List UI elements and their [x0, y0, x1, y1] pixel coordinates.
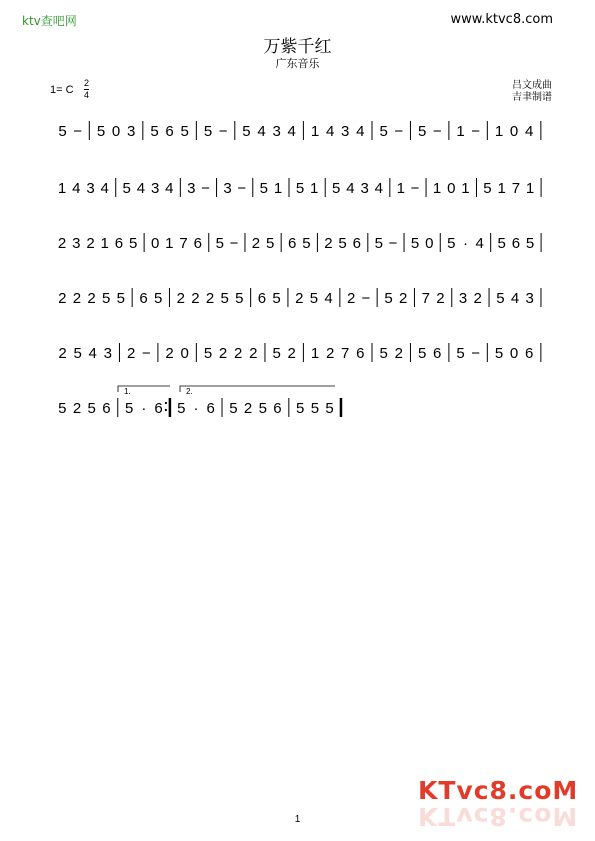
note: 2: [251, 235, 261, 252]
note: 2: [218, 345, 228, 362]
arranger-credit: 吉聿制谱: [512, 92, 552, 103]
note: 1: [456, 123, 465, 140]
note: 3: [341, 123, 350, 140]
note: 0: [509, 123, 519, 140]
note: −: [141, 345, 151, 362]
note: 2: [58, 345, 67, 362]
note: 5: [417, 345, 427, 362]
note: 7: [511, 180, 521, 197]
note: 5: [338, 235, 347, 252]
note: 5: [417, 123, 427, 140]
note: 5: [496, 290, 505, 307]
note: 6: [154, 400, 163, 417]
note: 7: [421, 290, 430, 307]
note: 5: [177, 400, 186, 417]
note: 6: [139, 290, 148, 307]
note: ·: [193, 400, 199, 417]
note: 4: [72, 180, 81, 197]
note: 2: [324, 235, 333, 252]
song-subtitle: 广东音乐: [275, 57, 320, 70]
volta-2-label: 2.: [186, 387, 193, 396]
note: 3: [72, 235, 81, 252]
site-name-left: ktv查吧网: [22, 14, 77, 28]
note: 7: [179, 235, 188, 252]
note: 4: [287, 123, 296, 140]
note: 2: [473, 290, 482, 307]
note: 5: [332, 180, 341, 197]
note: −: [218, 123, 228, 140]
note: 2: [243, 400, 253, 417]
note: 3: [360, 180, 369, 197]
note: 4: [88, 345, 97, 362]
note: 6: [206, 400, 215, 417]
note: 2: [347, 290, 356, 307]
note: 5: [73, 345, 82, 362]
volta-2-bracket: [180, 386, 335, 392]
note: 5: [153, 290, 163, 307]
note: 0: [150, 235, 160, 252]
note: 1: [310, 123, 320, 140]
volta-1-label: 1.: [124, 387, 131, 396]
note: 5: [203, 123, 213, 140]
note: −: [410, 180, 420, 197]
note: 5: [128, 235, 138, 252]
note: 3: [223, 180, 232, 197]
note: 5: [379, 123, 388, 140]
key-signature: 1= C: [50, 84, 74, 96]
note: 1: [57, 180, 67, 197]
note: 5: [384, 290, 393, 307]
note: 6: [165, 123, 174, 140]
note: 1: [461, 180, 470, 197]
note: 2: [249, 345, 258, 362]
note: 5: [229, 400, 238, 417]
note: 2: [394, 345, 403, 362]
note: 6: [352, 235, 361, 252]
site-url-right: www.ktvc8.com: [450, 12, 553, 27]
note: −: [237, 180, 247, 197]
note: 0: [425, 235, 434, 252]
score-line-6: [58, 398, 341, 417]
note: 5: [96, 123, 106, 140]
note: 2: [72, 400, 82, 417]
note: −: [471, 345, 481, 362]
watermark-logo: KTvc8.coM: [418, 776, 579, 805]
note: 5: [410, 235, 420, 252]
repeat-dot: [165, 409, 167, 411]
note: 1: [310, 180, 319, 197]
note: 4: [136, 180, 146, 197]
note: 3: [272, 123, 281, 140]
note: 5: [242, 123, 251, 140]
note: 4: [100, 180, 109, 197]
note: 6: [433, 345, 442, 362]
note: ·: [141, 400, 147, 417]
note: 2: [295, 290, 304, 307]
note: 1: [396, 180, 406, 197]
note: 3: [525, 290, 534, 307]
note: 2: [205, 290, 215, 307]
note: 7: [341, 345, 350, 362]
note: −: [201, 180, 210, 197]
note: 5: [447, 235, 456, 252]
note: 3: [103, 345, 112, 362]
note: 1: [497, 180, 506, 197]
note: −: [361, 290, 371, 307]
note: 2: [126, 345, 136, 362]
note: 5: [272, 290, 281, 307]
note: 5: [235, 290, 244, 307]
note: 2: [72, 290, 82, 307]
note: −: [432, 123, 442, 140]
score-line-4: [58, 288, 541, 307]
note: 6: [288, 235, 297, 252]
note: 5: [203, 345, 213, 362]
note: 2: [57, 235, 67, 252]
note: 2: [325, 345, 335, 362]
note: 5: [58, 123, 67, 140]
note: 2: [87, 290, 96, 307]
note: 3: [86, 180, 95, 197]
note: 5: [266, 235, 275, 252]
note: 4: [524, 123, 534, 140]
note: 4: [324, 290, 333, 307]
note: 5: [310, 400, 320, 417]
note: −: [229, 235, 239, 252]
note: 2: [176, 290, 185, 307]
note: 5: [295, 180, 305, 197]
note: 6: [102, 400, 111, 417]
song-title: 万紫千红: [263, 37, 332, 57]
note: 2: [234, 345, 243, 362]
note: 0: [509, 345, 519, 362]
note: 1: [310, 345, 320, 362]
note: 5: [122, 180, 131, 197]
note: 2: [436, 290, 445, 307]
watermark-logo-reflection: KTvc8.coM: [418, 802, 579, 831]
note: 5: [296, 400, 305, 417]
note: 5: [497, 235, 506, 252]
note: 2: [398, 290, 408, 307]
note: 6: [114, 235, 124, 252]
note: 0: [180, 345, 189, 362]
note: 5: [259, 180, 268, 197]
note: 5: [483, 180, 492, 197]
note: 1: [165, 235, 174, 252]
note: 1: [432, 180, 442, 197]
note: 2: [191, 290, 200, 307]
note: 4: [510, 290, 520, 307]
note: 6: [524, 345, 534, 362]
note: 4: [257, 123, 266, 140]
note: 6: [193, 235, 202, 252]
score-line-3: [58, 233, 541, 252]
note: ·: [462, 235, 468, 252]
note: 5: [116, 290, 125, 307]
note: 2: [58, 290, 67, 307]
note: 5: [87, 400, 96, 417]
note: 6: [356, 345, 365, 362]
note: 5: [272, 345, 281, 362]
score-line-2: [58, 178, 541, 197]
note: 3: [458, 290, 468, 307]
note: 0: [447, 180, 456, 197]
note: 5: [494, 345, 504, 362]
note: 5: [124, 400, 134, 417]
note: 1: [525, 180, 535, 197]
note: −: [471, 123, 481, 140]
note: 5: [456, 345, 465, 362]
note: 3: [126, 123, 136, 140]
note: 5: [325, 400, 334, 417]
note: 4: [475, 235, 484, 252]
note: 5: [215, 235, 224, 252]
note: 5: [374, 235, 383, 252]
note: 6: [511, 235, 521, 252]
note: 5: [525, 235, 535, 252]
note: −: [388, 235, 398, 252]
note: 4: [325, 123, 335, 140]
note: 5: [302, 235, 311, 252]
time-denominator: 4: [84, 90, 90, 100]
note: 3: [187, 180, 196, 197]
note: 5: [102, 290, 111, 307]
note: 5: [58, 400, 67, 417]
note: 5: [150, 123, 159, 140]
note: 4: [356, 123, 365, 140]
note: −: [73, 123, 82, 140]
note: 3: [150, 180, 160, 197]
note: 6: [273, 400, 282, 417]
note: 0: [111, 123, 121, 140]
note: 1: [494, 123, 504, 140]
composer-credit: 吕文成曲: [512, 80, 552, 91]
note: 5: [379, 345, 388, 362]
score-line-5: [58, 343, 540, 362]
time-numerator: 2: [84, 78, 90, 88]
note: 1: [273, 180, 283, 197]
note: 2: [287, 345, 296, 362]
note: 5: [258, 400, 267, 417]
note: 2: [165, 345, 174, 362]
repeat-dot: [165, 402, 167, 404]
note: 5: [309, 290, 319, 307]
note: −: [394, 123, 404, 140]
note: 4: [165, 180, 174, 197]
page-number: 1: [294, 814, 301, 825]
note: 6: [257, 290, 267, 307]
score-line-1: [58, 121, 540, 140]
note: 2: [86, 235, 95, 252]
note: 4: [346, 180, 355, 197]
note: 5: [220, 290, 229, 307]
note: 4: [374, 180, 383, 197]
note: 1: [100, 235, 109, 252]
note: 5: [180, 123, 189, 140]
